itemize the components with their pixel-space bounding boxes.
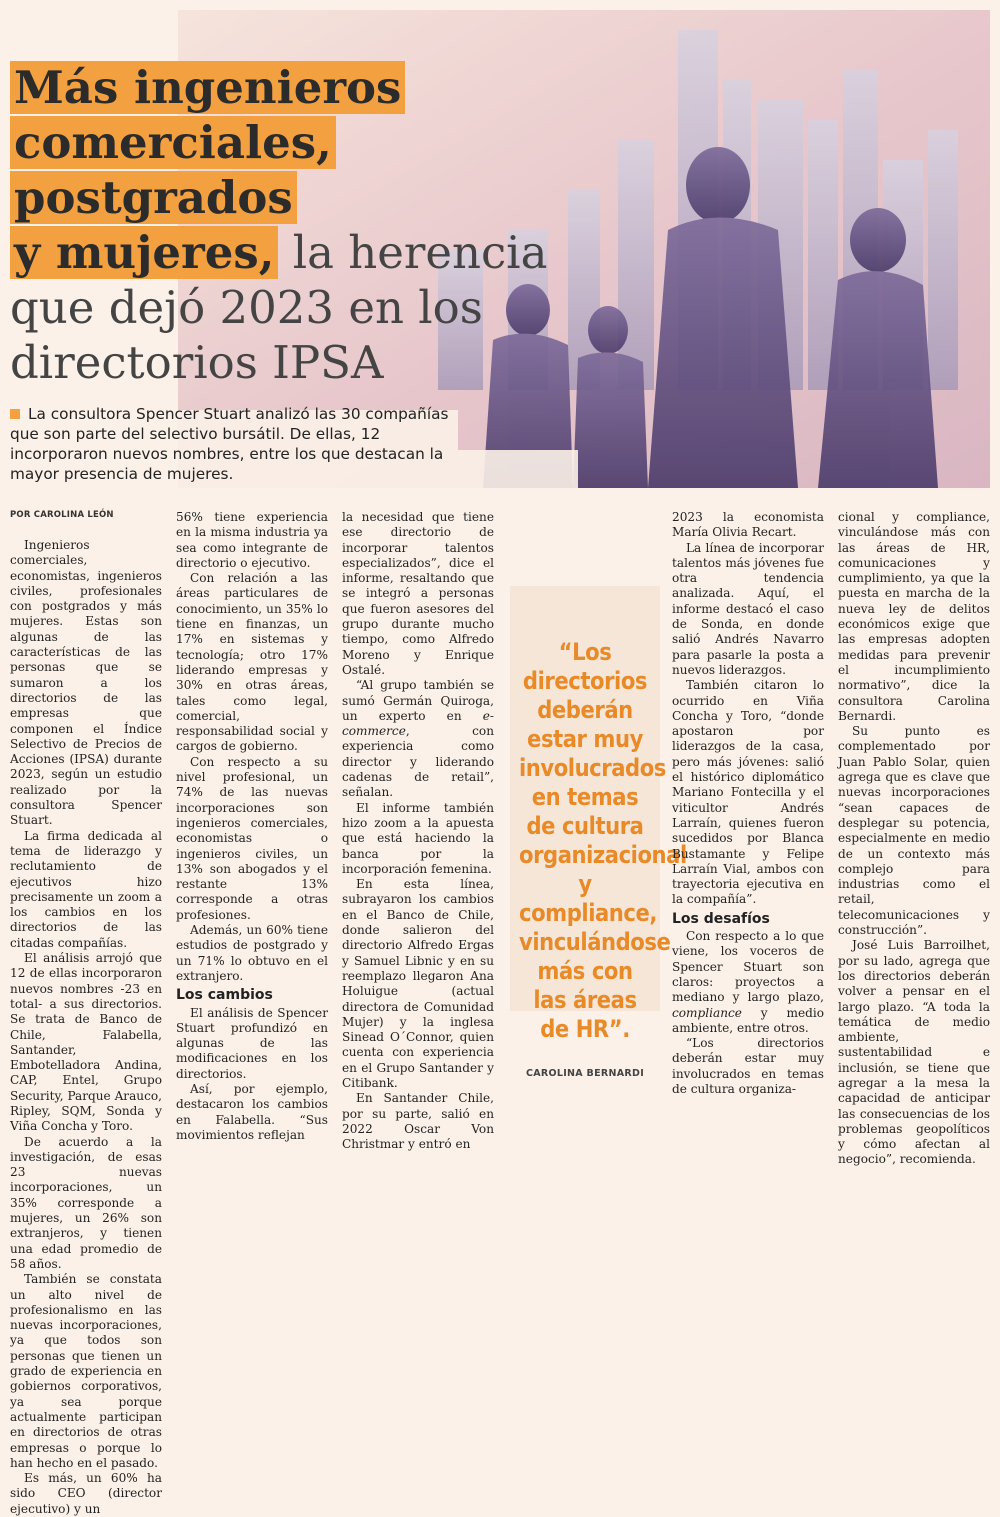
paragraph: 2023 la economista María Olivia Recart. <box>672 510 824 540</box>
article-column-2 <box>176 510 328 1143</box>
pull-quote-text: “Los directorios deberán estar muy involucrados en temas de cultura organizacional y compliance, vinculándose más con las áreas de HR”. <box>519 638 687 1043</box>
headline-rest: la herencia que dejó 2023 en los directorios IPSA <box>10 226 548 389</box>
lead-text: La consultora Spencer Stuart analizó las 30 compañías que son parte del selectivo bursátil. De ellas, 12 incorporaron nuevos nombres, entre los que destacan la mayor presencia de mujeres. <box>10 405 449 483</box>
paragraph: El análisis arrojó que 12 de ellas incorporaron nuevos nombres -23 en total- a sus directorios. Se trata de Banco de Chile, Falabella, Santander, Embotelladora Andina, CAP, Entel, Grupo Security, Parque Arauco, Ripley, SQM, Sonda y Viña Concha y Toro. <box>10 951 162 1134</box>
paragraph: La línea de incorporar talentos más jóvenes fue otra tendencia analizada. Aquí, el informe destacó el caso de Sonda, en donde salió Andrés Navarro para pasarle la posta a nuevos liderazgos. <box>672 540 824 677</box>
paragraph: 56% tiene experiencia en la misma industria ya sea como integrante de directorio o ejecutivo. <box>176 510 328 570</box>
paragraph <box>672 929 824 1036</box>
paragraph: Con relación a las áreas particulares de conocimiento, un 35% lo tiene en finanzas, un 17% en sistemas y tecnología; otro 17% liderando empresas y 30% en otras áreas, tales como legal, comercial, responsabilidad social y cargos de gobierno. <box>176 571 328 754</box>
pull-quote-author: CAROLINA BERNARDI <box>525 1068 645 1079</box>
article-column-1 <box>10 538 162 1517</box>
article-column-5 <box>838 510 990 1168</box>
subhead-los-desafios: Los desafíos <box>672 910 770 927</box>
lead-paragraph <box>10 404 450 484</box>
text-run-italic: e-commerce <box>342 708 494 739</box>
headline-highlight-3: y mujeres, <box>10 226 278 279</box>
paragraph <box>342 678 494 800</box>
byline: POR CAROLINA LEÓN <box>10 510 114 520</box>
paragraph: De acuerdo a la investigación, de esas 23 nuevas incorporaciones, un 35% corresponde a mujeres, un 26% son extranjeros, y tienen una edad promedio de 58 años. <box>10 1134 162 1271</box>
paragraph: José Luis Barroilhet, por su lado, agrega que los directorios deberán volver a pensar en el largo plazo. “A toda la temática de medio ambiente, sustentabilidad e inclusión, se tiene que agregar a la mesa la capacidad de anticipar las consecuencias de los problemas geopolíticos y cómo afectan al negocio”, recomienda. <box>838 938 990 1167</box>
headline-highlight-1: Más ingenieros <box>10 61 405 114</box>
paragraph: También se constata un alto nivel de profesionalismo en las nuevas incorporaciones, ya que todos son personas que tienen un grado de experiencia en gobiernos corporativos, ya sea porque actualmente participan en directorios de otras empresas o porque lo han hecho en el pasado. <box>10 1272 162 1470</box>
paragraph: El análisis de Spencer Stuart profundizó en algunas de las modificaciones en los directorios. <box>176 1005 328 1081</box>
headline-highlight-2: comerciales, postgrados <box>10 116 336 224</box>
paragraph: cional y compliance, vinculándose más con las áreas de HR, comunicaciones y cumplimiento, ya que la puesta en marcha de la nueva ley de delitos económicos exige que las empresas adopten medidas para prevenir el incumplimiento normativo”, dice la consultora Carolina Bernardi. <box>838 510 990 723</box>
text-run: , con experiencia como director y liderando cadenas de retail”, señalan. <box>342 724 494 800</box>
paragraph: En esta línea, subrayaron los cambios en el Banco de Chile, donde salieron del directorio Alfredo Ergas y Samuel Libnic y en su reemplazo llegaron Ana Holuigue (actual directora de Comunidad Mujer) y la inglesa Sinead O´Connor, quien cuenta con experiencia en el Grupo Santander y Citibank. <box>342 877 494 1090</box>
article-column-3 <box>342 510 494 1152</box>
article-column-4 <box>672 510 824 1097</box>
text-run-italic: compliance <box>672 1005 742 1020</box>
paragraph: Es más, un 60% ha sido CEO (director ejecutivo) y un <box>10 1471 162 1516</box>
text-run: y medio ambiente, entre otros. <box>672 1005 824 1035</box>
text-run: “Al grupo también se sumó Germán Quiroga, un experto en <box>342 678 494 723</box>
paragraph: Además, un 60% tiene estudios de postgrado y un 71% lo obtuvo en el extranjero. <box>176 923 328 983</box>
paragraph: El informe también hizo zoom a la apuesta que está haciendo la banca por la incorporación femenina. <box>342 800 494 876</box>
paragraph: En Santander Chile, por su parte, salió en 2022 Oscar Von Christmar y entró en <box>342 1091 494 1152</box>
paragraph: Así, por ejemplo, destacaron los cambios en Falabella. “Sus movimientos reflejan <box>176 1081 328 1142</box>
pull-quote <box>510 586 687 1079</box>
paragraph: La firma dedicada al tema de liderazgo y reclutamiento de ejecutivos hizo precisamente un zoom a los cambios en los directorios de las citadas compañías. <box>10 828 162 950</box>
paragraph: la necesidad que tiene ese directorio de incorporar talentos especializados”, dice el informe, resaltando que se integró a personas que fueron asesores del grupo durante mucho tiempo, como Alfredo Moreno y Enrique Ostalé. <box>342 510 494 677</box>
text-run: Con respecto a lo que viene, los voceros de Spencer Stuart son claros: proyectos a mediano y largo plazo, <box>672 929 824 1005</box>
paragraph: También citaron lo ocurrido en Viña Concha y Toro, “donde apostaron por liderazgos de la casa, pero más jóvenes: salió el histórico diplomático Mariano Fontecilla y el viticultor Andrés Larraín, quienes fueron sucedidos por Blanca Bustamante y Felipe Larraín Vial, ambos con trayectoria ejecutiva en la compañía”. <box>672 678 824 907</box>
headline <box>10 60 610 390</box>
paragraph: Ingenieros comerciales, economistas, ingenieros civiles, profesionales con postgrados y más mujeres. Estas son algunas de las características de las personas que se sumaron a los directorios de las empresas que componen el Índice Selectivo de Precios de Acciones (IPSA) durante 2023, según un estudio realizado por la consultora Spencer Stuart. <box>10 538 162 828</box>
paragraph: Con respecto a su nivel profesional, un 74% de las nuevas incorporaciones son ingenieros comerciales, economistas o ingenieros civiles, un 13% son abogados y el restante 13% corresponde a otras profesiones. <box>176 754 328 922</box>
paragraph: Su punto es complementado por Juan Pablo Solar, quien agrega que es clave que nuevas incorporaciones “sean capaces de desplegar su potencia, especialmente en medio de un contexto más complejo para industrias como el retail, telecomunicaciones y construcción”. <box>838 724 990 938</box>
paragraph: “Los directorios deberán estar muy involucrados en temas de cultura organiza- <box>672 1036 824 1096</box>
subhead-los-cambios: Los cambios <box>176 987 273 1004</box>
square-bullet-icon <box>10 409 20 419</box>
